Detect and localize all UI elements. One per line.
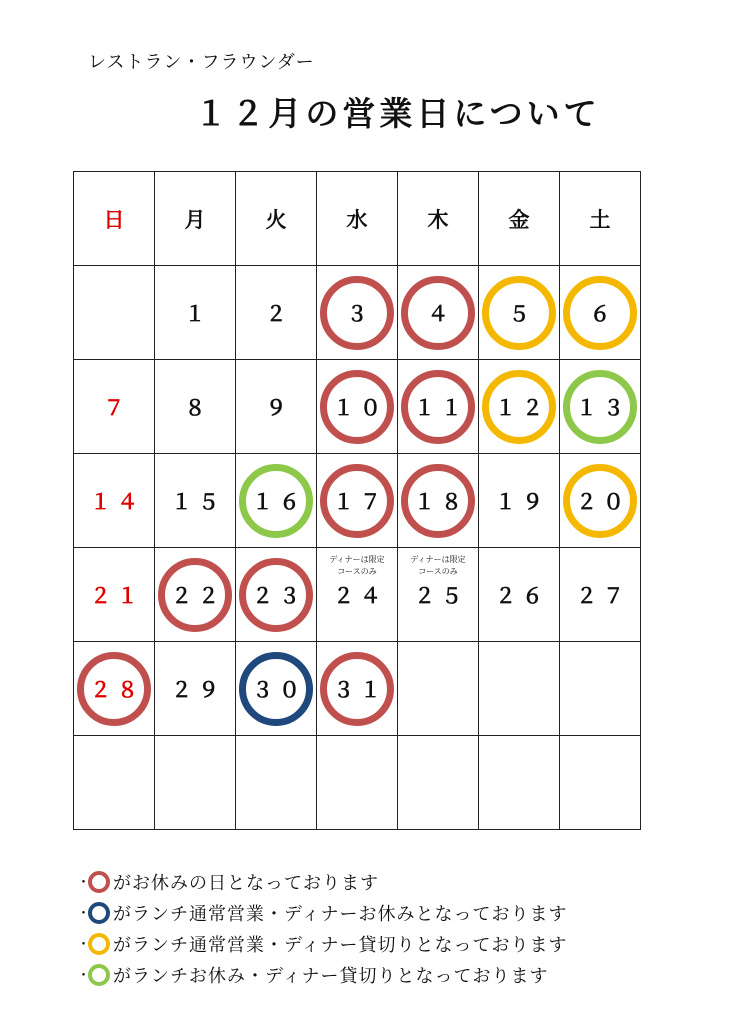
day-number: １５ [171,489,225,514]
legend-text: がお休みの日となっております [113,872,379,894]
page-title: １２月の営業日について [194,94,601,133]
weekday-header-row [74,172,641,266]
day-cell [317,454,398,548]
weekday-header: 土 [560,172,641,266]
day-number: ７ [103,395,131,420]
legend-ring-icon [88,933,110,955]
day-cell [74,548,155,642]
day-cell [236,548,317,642]
day-number: ８ [184,395,212,420]
week-row [74,642,641,736]
calendar-table [73,171,641,830]
day-number: ２３ [252,583,306,608]
day-cell [74,454,155,548]
day-cell [74,266,155,360]
day-cell [155,736,236,830]
day-number: ３ [346,301,374,326]
day-number: ３０ [252,677,306,702]
weekday-header: 木 [398,172,479,266]
day-number: ２０ [576,489,630,514]
day-number: ６ [589,301,617,326]
legend-item [80,897,568,928]
day-number: ２６ [495,583,549,608]
week-row [74,360,641,454]
legend-item [80,928,568,959]
day-number: ４ [427,301,455,326]
day-number: ３１ [333,677,387,702]
weekday-header: 日 [74,172,155,266]
day-cell [398,736,479,830]
week-row [74,266,641,360]
weekday-header: 金 [479,172,560,266]
bullet: ･ [80,936,88,953]
day-cell [74,360,155,454]
day-number: １２ [495,395,549,420]
day-cell [74,736,155,830]
day-cell [479,548,560,642]
day-number: ２１ [90,583,144,608]
legend-item [80,959,568,990]
day-cell [398,454,479,548]
week-row [74,454,641,548]
day-number: ２５ [414,583,468,608]
legend [80,866,568,990]
legend-text: がランチ通常営業・ディナーお休みとなっております [113,903,568,925]
day-cell [398,360,479,454]
day-cell [479,454,560,548]
day-cell [479,642,560,736]
day-cell [560,454,641,548]
day-number: １ [184,301,212,326]
day-number: ２２ [171,583,225,608]
bullet: ･ [80,874,88,891]
weekday-header: 水 [317,172,398,266]
day-note: ディナーは限定 コースのみ [410,555,466,576]
day-cell [236,642,317,736]
day-number: １８ [414,489,468,514]
legend-text: がランチお休み・ディナー貸切りとなっております [113,965,549,987]
weekday-header: 月 [155,172,236,266]
week-row [74,548,641,642]
day-cell [236,454,317,548]
day-cell [398,642,479,736]
day-note: ディナーは限定 コースのみ [329,555,385,576]
weekday-header: 火 [236,172,317,266]
day-cell [155,360,236,454]
day-number: ２４ [333,583,387,608]
day-number: ２ [265,301,293,326]
bullet: ･ [80,967,88,984]
legend-text: がランチ通常営業・ディナー貸切りとなっております [113,934,568,956]
day-cell [317,360,398,454]
day-number: １４ [90,489,144,514]
calendar-body [74,266,641,830]
day-number: ２９ [171,677,225,702]
day-cell [236,360,317,454]
day-cell [398,266,479,360]
day-number: ９ [265,395,293,420]
day-cell [479,266,560,360]
day-cell [155,642,236,736]
day-cell [155,548,236,642]
day-number: １１ [414,395,468,420]
day-cell [317,548,398,642]
day-cell [560,360,641,454]
legend-ring-icon [88,964,110,986]
day-number: １０ [333,395,387,420]
day-cell [479,736,560,830]
day-cell [317,642,398,736]
legend-item [80,866,568,897]
day-cell [155,266,236,360]
day-cell [155,454,236,548]
day-number: １３ [576,395,630,420]
legend-ring-icon [88,902,110,924]
day-number: １６ [252,489,306,514]
day-number: １９ [495,489,549,514]
day-cell [236,736,317,830]
day-number: ５ [508,301,536,326]
restaurant-name: レストラン・フラウンダー [88,52,315,73]
day-cell [317,736,398,830]
day-cell [236,266,317,360]
legend-ring-icon [88,871,110,893]
week-row [74,736,641,830]
day-cell [560,736,641,830]
day-cell [398,548,479,642]
day-cell [74,642,155,736]
day-cell [560,266,641,360]
bullet: ･ [80,905,88,922]
day-cell [560,548,641,642]
day-number: １７ [333,489,387,514]
day-cell [560,642,641,736]
day-number: ２８ [90,677,144,702]
day-number: ２７ [576,583,630,608]
day-cell [317,266,398,360]
day-cell [479,360,560,454]
